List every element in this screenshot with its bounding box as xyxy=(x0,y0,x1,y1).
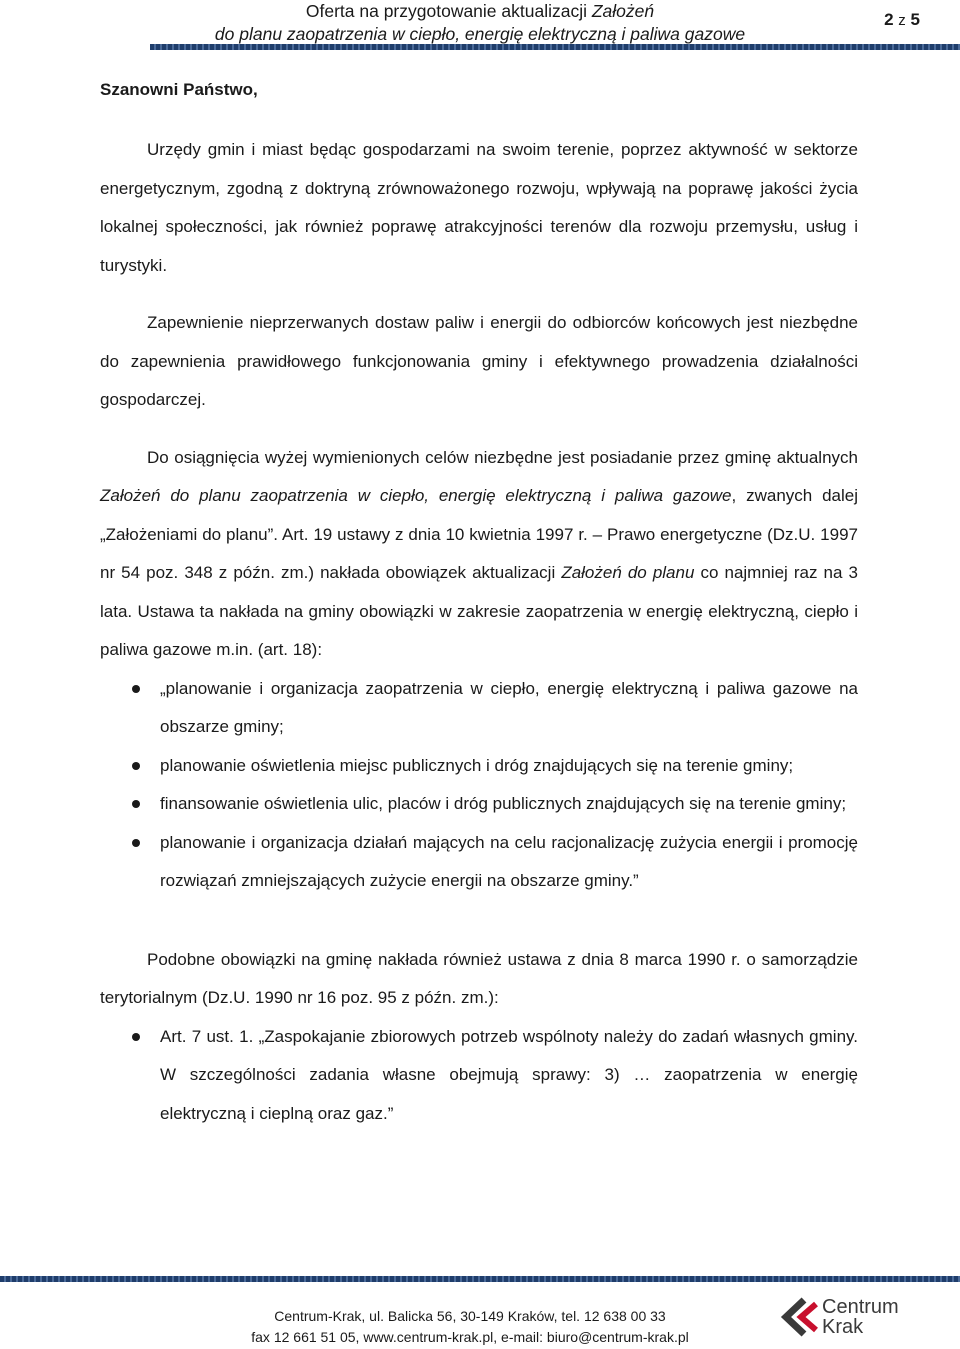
art7-duties-list xyxy=(100,1018,858,1134)
footer-address: Centrum-Krak, ul. Balicka 56, 30-149 Kraków, tel. 12 638 00 33 xyxy=(274,1308,666,1324)
p3-italic-title: Założeń do planu zaopatrzenia w ciepło, energię elektryczną i paliwa gazowe xyxy=(100,486,732,505)
list-item-text: planowanie i organizacja działań mających na celu racjonalizację zużycia energii i promocję rozwiązań zmniejszających zużycie energii na obszarze gminy.” xyxy=(160,832,858,890)
art18-duties-list xyxy=(100,670,858,901)
footer-divider xyxy=(0,1276,960,1282)
list-item xyxy=(100,1018,858,1134)
paragraph-1: Urzędy gmin i miast będąc gospodarzami na swoim terenie, poprzez aktywność w sektorze energetycznym, zgodną z doktryną zrównoważonego rozwoju, wpływają na poprawę jakości życia lokalnej społeczności, jak również poprawę atrakcyjności terenów dla rozwoju przemysłu, usług i turystyki. xyxy=(100,140,858,275)
header-line-1 xyxy=(140,0,820,23)
footer-contact xyxy=(190,1306,750,1348)
bullet-icon xyxy=(132,685,140,693)
p3-italic-short: Założeń do planu xyxy=(561,563,695,582)
list-item-text: Art. 7 ust. 1. „Zaspokajanie zbiorowych potrzeb wspólnoty należy do zadań własnych gminy. W szczególności zadania własne obejmują sprawy: 3) … zaopatrzenia w energię elektryczną i cieplną oraz gaz.” xyxy=(160,1026,858,1123)
header-divider xyxy=(150,44,960,50)
list-item xyxy=(100,747,858,786)
header-title-italic: Założeń xyxy=(591,1,655,21)
p3-text-e: co najmniej raz na 3 lata. Ustawa ta nakłada na gminy obowiązki w zakresie zaopatrzenia w energię elektryczną, ciepło i paliwa gazowe m.in. (art. 18): xyxy=(100,563,858,659)
page-separator: z xyxy=(898,12,906,29)
document-header-title xyxy=(140,0,820,46)
header-line-2 xyxy=(140,23,820,46)
list-item-text: „planowanie i organizacja zaopatrzenia w ciepło, energię elektryczną i paliwa gazowe na obszarze gminy; xyxy=(160,678,858,736)
paragraph-3 xyxy=(100,439,858,670)
footer-contact-details: fax 12 661 51 05, www.centrum-krak.pl, e-mail: biuro@centrum-krak.pl xyxy=(251,1329,689,1345)
header-title-line2: do planu zaopatrzenia w ciepło, energię elektryczną i paliwa gazowe xyxy=(214,24,746,44)
paragraph-2: Zapewnienie nieprzerwanych dostaw paliw i energii do odbiorców końcowych jest niezbędne do zapewnienia prawidłowego funkcjonowania gminy i efektywnego prowadzenia działalności gospodarczej. xyxy=(100,313,858,409)
p3-text-a: Do osiągnięcia wyżej wymienionych celów niezbędne jest posiadanie przez gminę aktualnych xyxy=(147,447,858,467)
bullet-icon xyxy=(132,762,140,770)
centrum-krak-logo xyxy=(774,1296,914,1338)
bullet-icon xyxy=(132,800,140,808)
logo-word-krak: Krak xyxy=(822,1316,864,1338)
bullet-icon xyxy=(132,1033,140,1041)
p3-text-c: , zwanych dalej „Założeniami do planu”. Art. 19 ustawy z dnia 10 kwietnia 1997 r. – Prawo energetyczne (Dz.U. 1997 nr 54 poz. 348 z późn. zm.) nakłada obowiązek aktualizacji xyxy=(100,486,858,582)
list-item xyxy=(100,670,858,747)
list-item xyxy=(100,785,858,824)
list-item xyxy=(100,824,858,901)
list-item-text: finansowanie oświetlenia ulic, placów i dróg publicznych znajdujących się na terenie gminy; xyxy=(160,794,847,813)
logo-mark-icon xyxy=(774,1296,820,1338)
logo-word-centrum: Centrum xyxy=(822,1296,899,1318)
salutation: Szanowni Państwo, xyxy=(100,80,258,99)
bullet-icon xyxy=(132,839,140,847)
letter-body xyxy=(100,131,858,1133)
page-current: 2 xyxy=(884,10,894,29)
list-item-text: planowanie oświetlenia miejsc publicznych i dróg znajdujących się na terenie gminy; xyxy=(160,755,794,775)
page-total: 5 xyxy=(910,10,920,29)
page-number xyxy=(840,10,920,30)
paragraph-4: Podobne obowiązki na gminę nakłada również ustawa z dnia 8 marca 1990 r. o samorządzie terytorialnym (Dz.U. 1990 nr 16 poz. 95 z późn. zm.): xyxy=(100,949,858,1007)
header-title-plain: Oferta na przygotowanie aktualizacji xyxy=(305,1,592,21)
